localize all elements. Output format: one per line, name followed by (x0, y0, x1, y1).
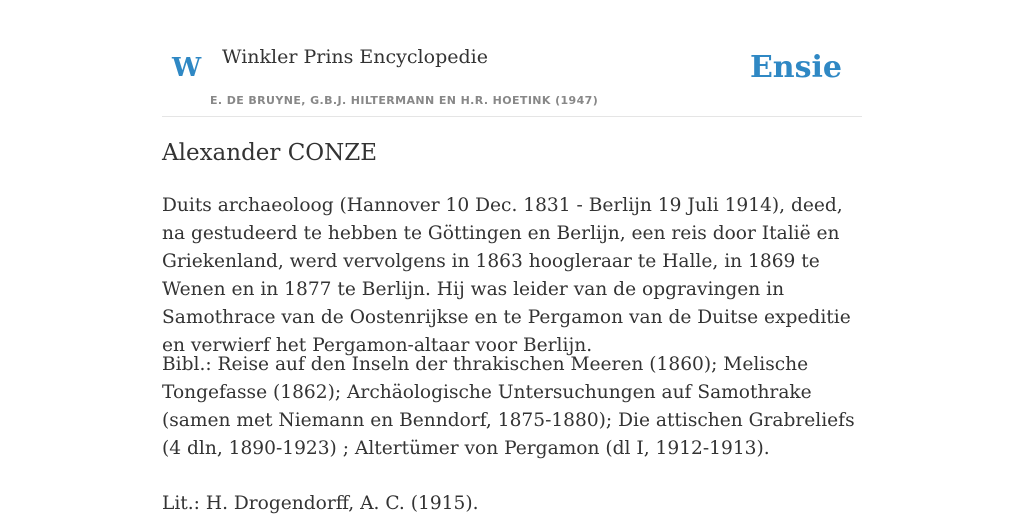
entry-description: Duits archaeoloog (Hannover 10 Dec. 1831 - Berlijn 19 Juli 1914), deed, na gestudeerd te hebben te Göttingen en Berlijn, een reis door Italië en Griekenland, werd vervolgens in 1863 hoogleraar te Halle, in 1869 te Wenen en in 1877 te Berlijn. Hij was leider van de opgravingen in Samothrace van de Oostenrijkse en te Pergamon van de Duitse expeditie en verwierf het Pergamon-altaar voor Berlijn. (162, 195, 851, 356)
source-title[interactable]: Winkler Prins Encyclopedie (222, 46, 488, 68)
entry-bibliography: Bibl.: Reise auf den Inseln der thrakischen Meeren (1860); Melische Tongefasse (1862); Archäologische Untersuchungen auf Samothrake (samen met Niemann en Benndorf, 1875-1880); Die attischen Grabreliefs (4 dln, 1890-1923) ; Altertümer von Pergamon (dl I, 1912-1913). (162, 354, 855, 459)
ensie-logo[interactable]: Ensie (749, 50, 842, 85)
entry-literature: Lit.: H. Drogendorff, A. C. (1915). (162, 493, 479, 514)
winkler-prins-logo-icon[interactable]: W (172, 53, 202, 83)
source-authors: E. DE BRUYNE, G.B.J. HILTERMANN EN H.R. HOETINK (1947) (210, 94, 599, 107)
source-header (162, 40, 862, 117)
entry-title: Alexander CONZE (162, 140, 378, 166)
